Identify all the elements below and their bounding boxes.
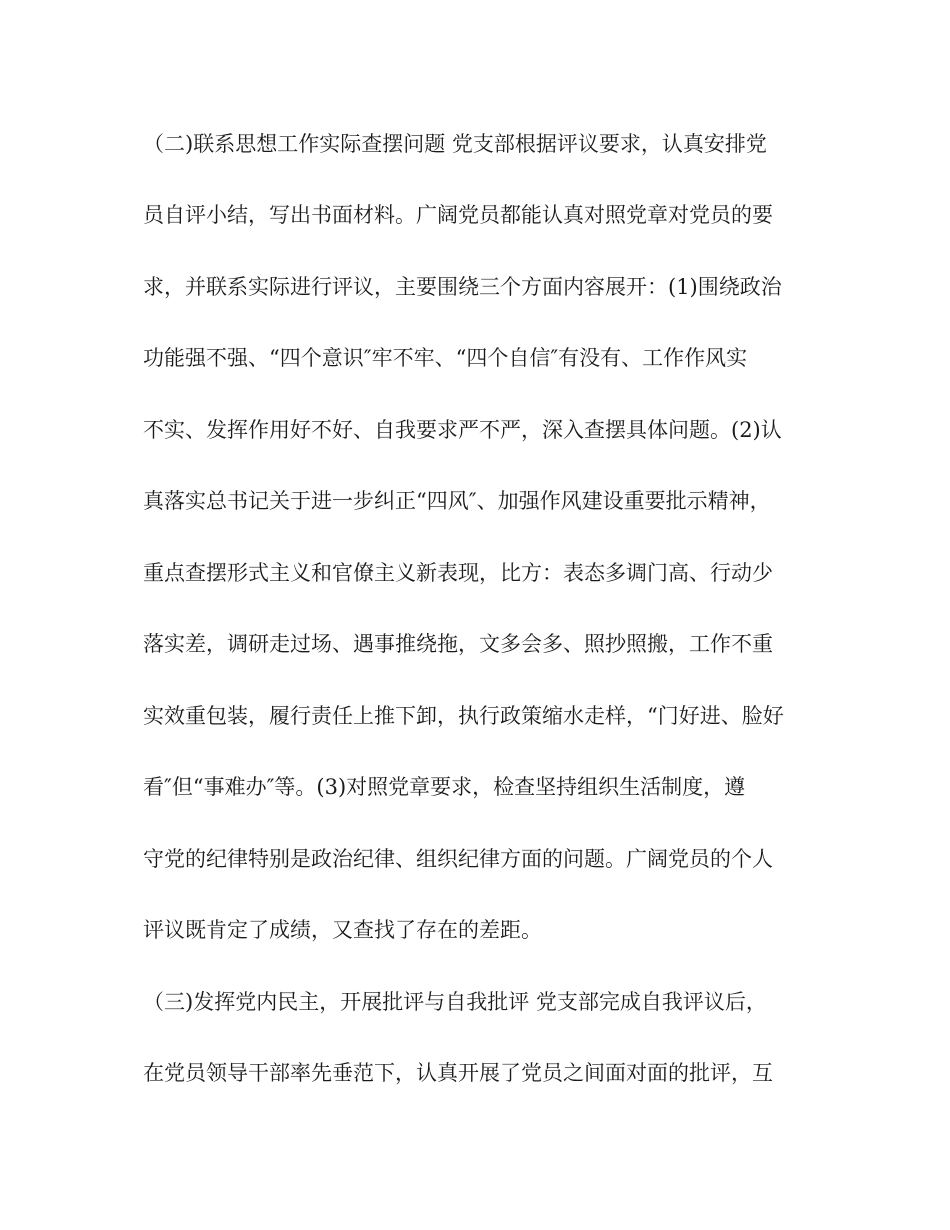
paragraph-line: 求，并联系实际进行评议，主要围绕三个方面内容展开：(1)围绕政治 [143, 275, 782, 299]
paragraph-line: 功能强不强、“四个意识″牢不牢、“四个自信″有没有、工作作风实 [143, 346, 748, 370]
paragraph-line: 不实、发挥作用好不好、自我要求严不严，深入查摆具体问题。(2)认 [143, 418, 782, 442]
paragraph-line: 实效重包装，履行责任上推下卸，执行政策缩水走样，“门好进、脸好 [143, 704, 784, 728]
paragraph-line: 守党的纪律特别是政治纪律、组织纪律方面的问题。广阔党员的个人 [143, 847, 773, 871]
paragraph-line: 评议既肯定了成绩，又查找了存在的差距。 [143, 918, 542, 942]
paragraph-line: 真落实总书记关于进一步纠正“四风″、加强作风建设重要批示精神， [143, 489, 771, 513]
paragraph-line: 落实差，调研走过场、遇事推绕拖，文多会多、照抄照搬，工作不重 [143, 632, 773, 656]
paragraph-line: 在党员领导干部率先垂范下，认真开展了党员之间面对面的批评，互 [143, 1061, 773, 1085]
paragraph-line: （三)发挥党内民主，开展批评与自我批评 党支部完成自我评议后， [143, 990, 767, 1014]
paragraph-line: 重点查摆形式主义和官僚主义新表现，比方：表态多调门高、行动少 [143, 561, 773, 585]
paragraph-line: 员自评小结，写出书面材料。广阔党员都能认真对照党章对党员的要 [143, 203, 773, 227]
paragraph-line: 看″但“事难办″等。(3)对照党章要求，检查坚持组织生活制度，遵 [143, 775, 746, 799]
paragraph-line: （二)联系思想工作实际查摆问题 党支部根据评议要求，认真安排党 [143, 132, 767, 156]
